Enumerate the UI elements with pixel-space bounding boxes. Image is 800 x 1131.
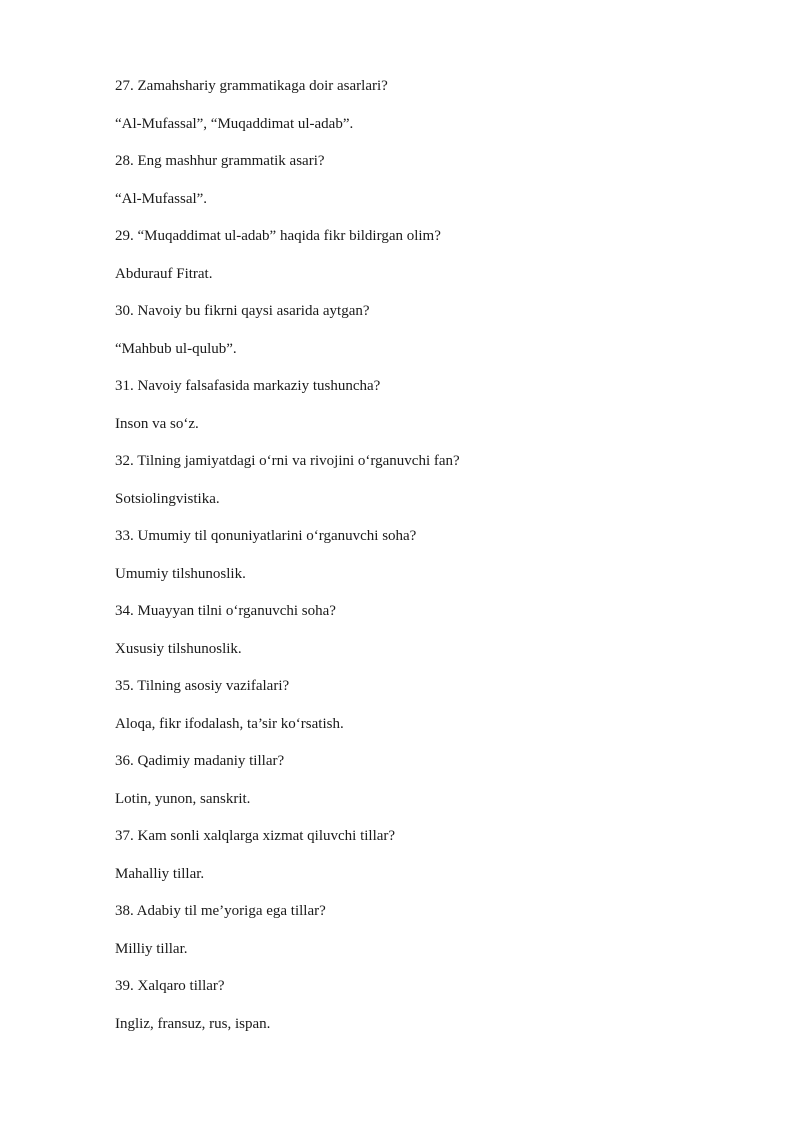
answer-text: Mahalliy tillar. (115, 865, 205, 882)
answer-text: Inson va so‘z. (115, 415, 199, 432)
answer-text: “Al-Mufassal”, “Muqaddimat ul-adab”. (115, 115, 354, 132)
qa-item (115, 751, 735, 809)
question-text: 30. Navoiy bu fikrni qaysi asarida aytgan? (115, 303, 370, 319)
answer-text: Abdurauf Fitrat. (115, 265, 213, 282)
qa-item (115, 451, 735, 509)
qa-item (115, 76, 735, 134)
answer-text: “Al-Mufassal”. (115, 190, 208, 207)
qa-item (115, 901, 735, 959)
qa-item (115, 151, 735, 209)
question-text: 37. Kam sonli xalqlarga xizmat qiluvchi tillar? (115, 828, 396, 844)
qa-item (115, 526, 735, 584)
question-text: 38. Adabiy til me’yoriga ega tillar? (115, 903, 326, 919)
question-text: 35. Tilning asosiy vazifalari? (115, 678, 290, 694)
question-text: 39. Xalqaro tillar? (115, 978, 225, 994)
answer-text: “Mahbub ul-qulub”. (115, 340, 237, 357)
question-text: 32. Tilning jamiyatdagi o‘rni va rivojini o‘rganuvchi fan? (115, 453, 460, 469)
question-text: 33. Umumiy til qonuniyatlarini o‘rganuvchi soha? (115, 528, 417, 544)
qa-item (115, 601, 735, 659)
qa-item (115, 226, 735, 284)
question-text: 34. Muayyan tilni o‘rganuvchi soha? (115, 603, 336, 619)
answer-text: Aloqa, fikr ifodalash, ta’sir ko‘rsatish. (115, 715, 344, 732)
question-text: 31. Navoiy falsafasida markaziy tushuncha? (115, 378, 381, 394)
question-text: 27. Zamahshariy grammatikaga doir asarlari? (115, 78, 388, 94)
answer-text: Sotsiolingvistika. (115, 490, 220, 507)
question-text: 36. Qadimiy madaniy tillar? (115, 753, 285, 769)
answer-text: Lotin, yunon, sanskrit. (115, 790, 251, 807)
answer-text: Xususiy tilshunoslik. (115, 640, 242, 657)
qa-item (115, 301, 735, 359)
question-text: 28. Eng mashhur grammatik asari? (115, 153, 325, 169)
qa-item (115, 976, 735, 1034)
qa-list (115, 76, 735, 1051)
qa-item (115, 826, 735, 884)
question-text: 29. “Muqaddimat ul-adab” haqida fikr bildirgan olim? (115, 228, 441, 244)
answer-text: Ingliz, fransuz, rus, ispan. (115, 1015, 271, 1032)
qa-item (115, 676, 735, 734)
answer-text: Milliy tillar. (115, 940, 188, 957)
answer-text: Umumiy tilshunoslik. (115, 565, 246, 582)
qa-item (115, 376, 735, 434)
